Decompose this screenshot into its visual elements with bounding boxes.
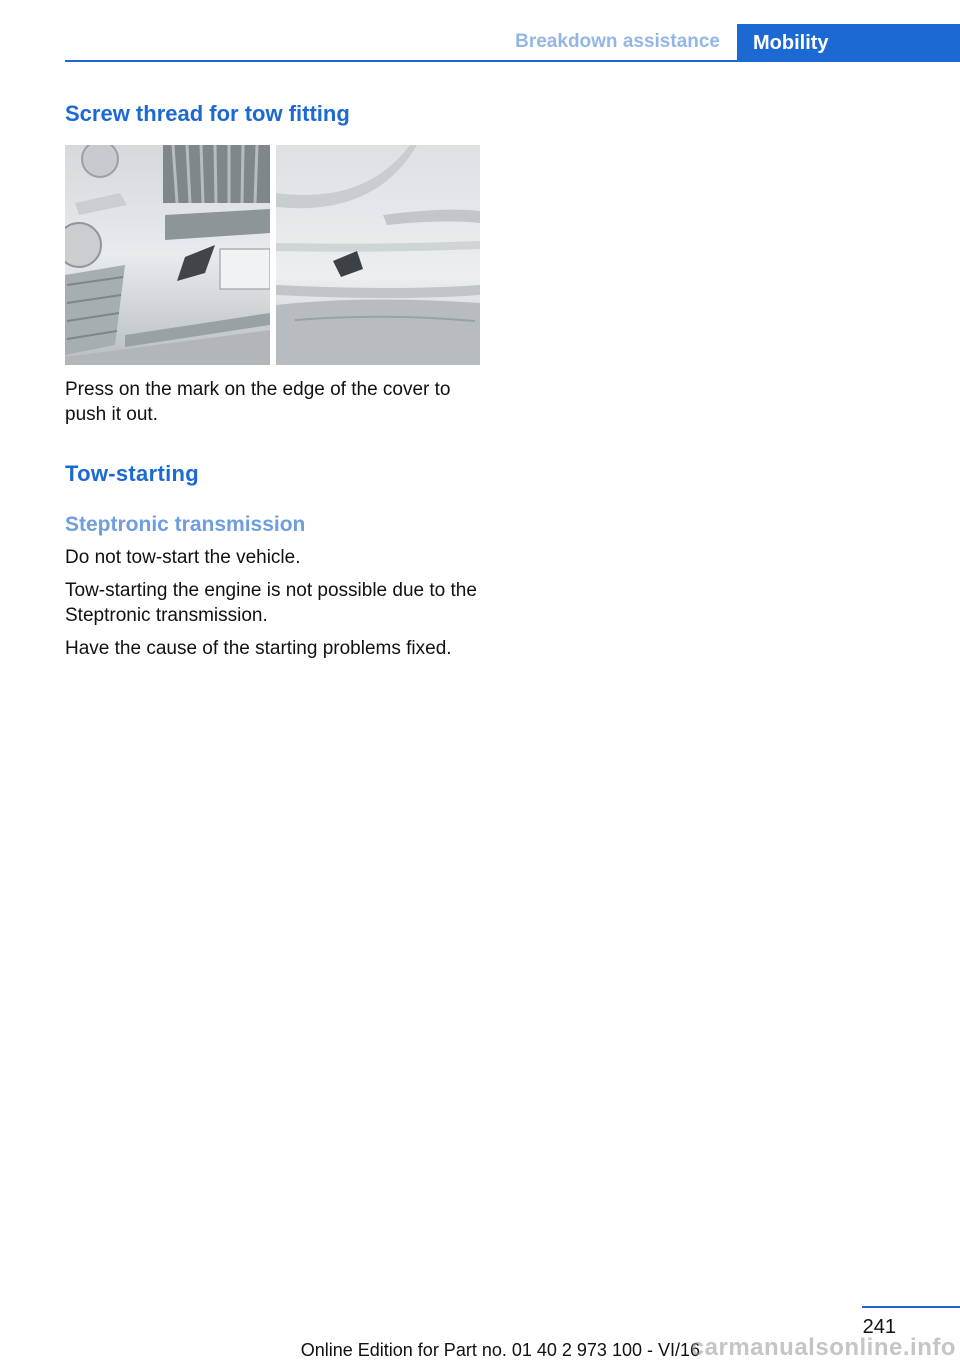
watermark: carmanualsonline.info [690,1334,956,1361]
tow-fitting-figure [65,145,480,365]
heading-screw-thread: Screw thread for tow fitting [65,101,350,126]
edition-info: Online Edition for Part no. 01 40 2 973 100 - VI/16 [300,1340,700,1360]
subheading-steptronic: Steptronic transmission [65,513,306,536]
header-chapter-tab[interactable]: Mobility [737,24,960,62]
header-section-title: Breakdown assistance [515,31,720,52]
car-front-bumper-illustration-icon [65,145,480,365]
heading-tow-starting: Tow-starting [65,461,199,486]
footer-rule [862,1306,960,1308]
para-have-cause-fixed: Have the cause of the starting problems fixed. [65,638,452,659]
para-do-not-tow-start: Do not tow-start the vehicle. [65,547,301,568]
header-rule [65,60,737,62]
instruction-press-mark: Press on the mark on the edge of the cover to push it out. [65,379,451,425]
para-not-possible: Tow-starting the engine is not possible due to the Steptronic transmission. [65,580,477,626]
page-number: 241 [862,1316,896,1338]
